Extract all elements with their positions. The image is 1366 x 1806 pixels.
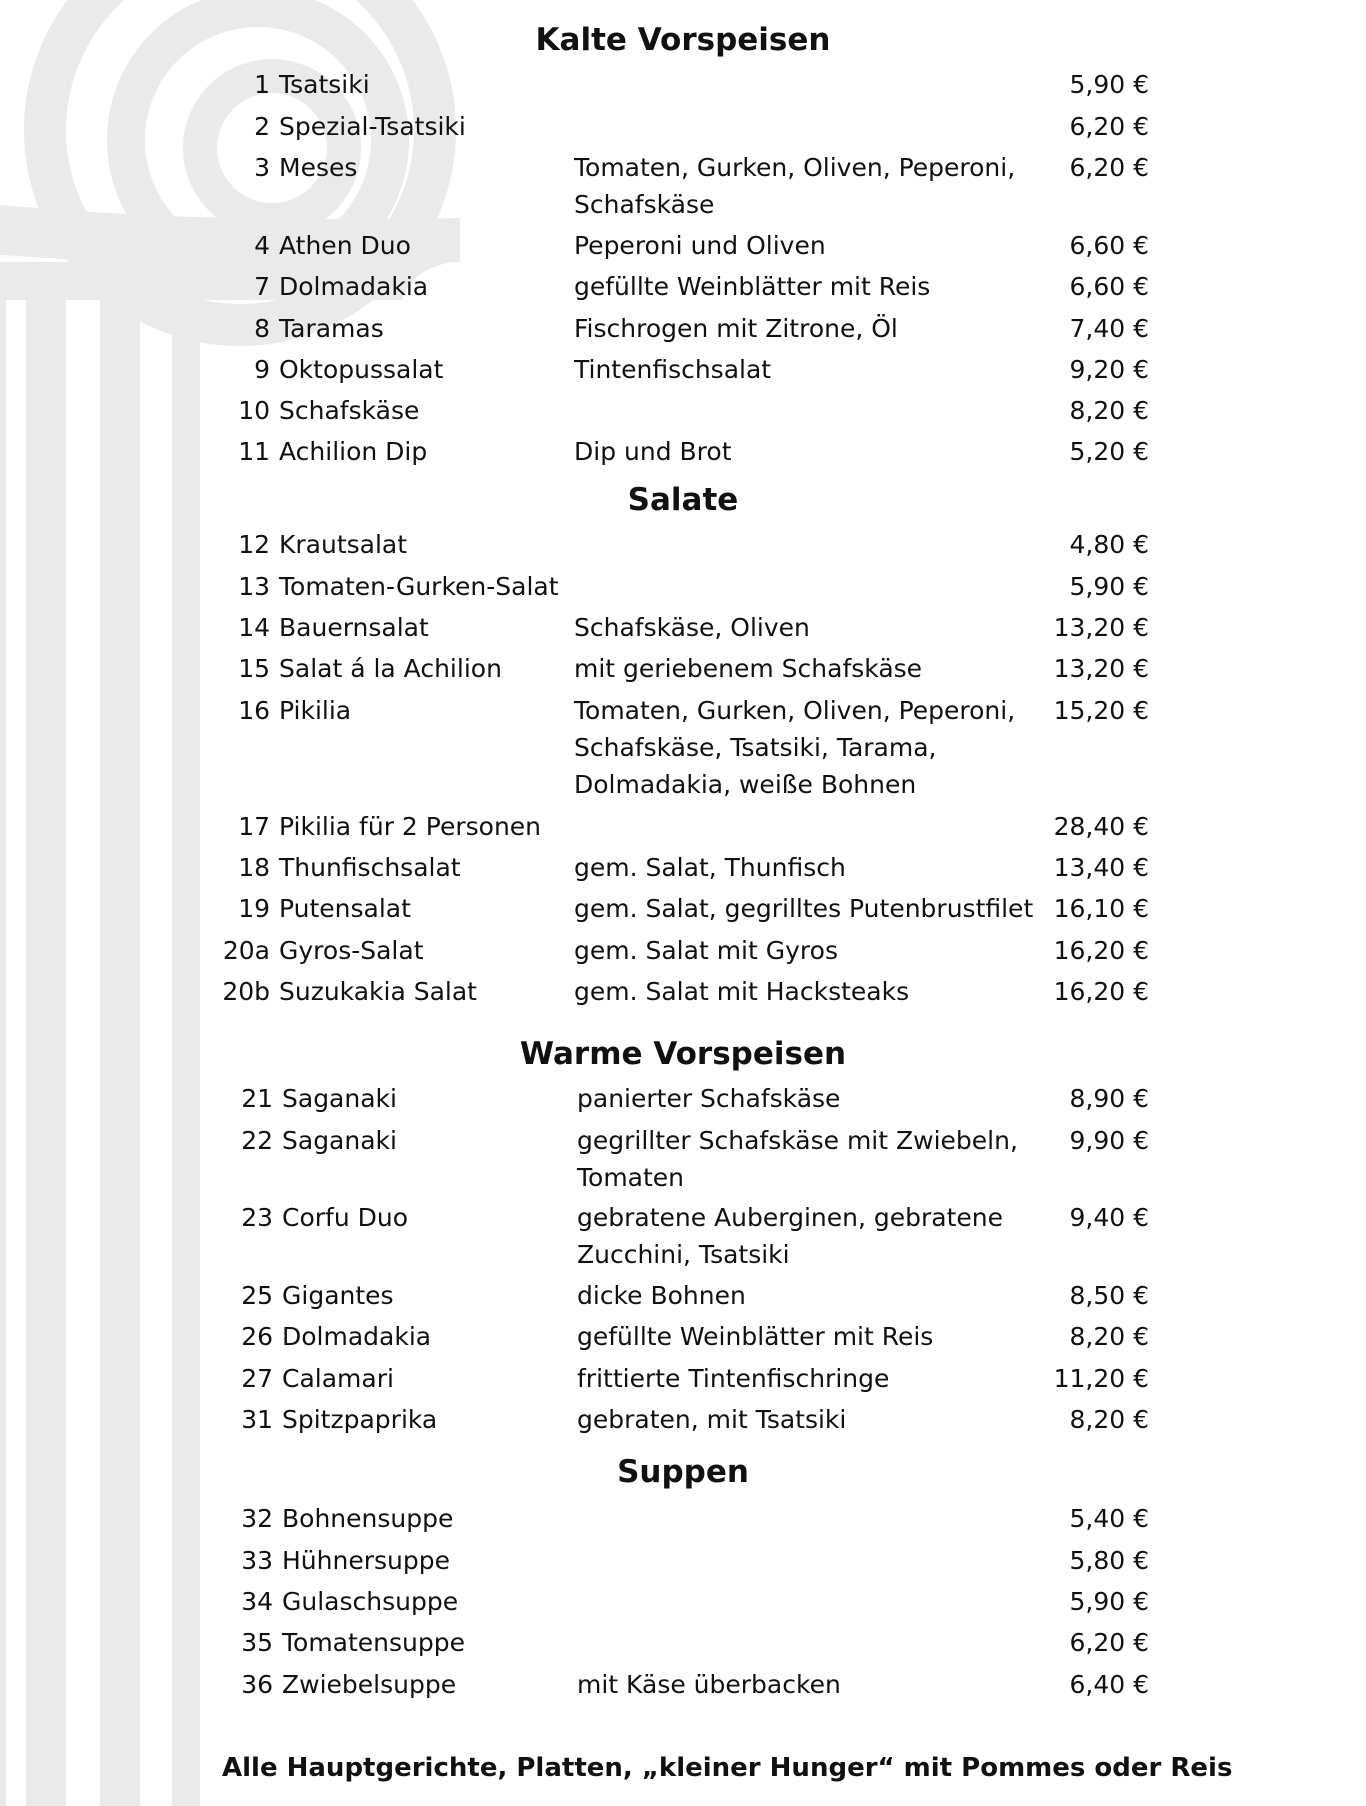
item-name: Gulaschsuppe — [282, 1587, 459, 1616]
item-number: 27 — [241, 1364, 273, 1393]
item-description: Peperoni und Oliven — [574, 231, 826, 260]
item-description: gebratene Auberginen, gebratene Zucchini, Tsatsiki — [577, 1203, 1004, 1269]
item-description: dicke Bohnen — [577, 1281, 746, 1310]
item-name: Schafskäse — [279, 396, 420, 425]
item-price: 28,40 € — [1053, 812, 1149, 841]
item-price: 7,40 € — [1069, 314, 1149, 343]
item-price: 11,20 € — [1053, 1364, 1149, 1393]
item-number: 7 — [254, 272, 270, 301]
footer-note: Alle Hauptgerichte, Platten, „kleiner Hunger“ mit Pommes oder Reis — [222, 1753, 1233, 1783]
item-price: 5,90 € — [1069, 572, 1149, 601]
item-number: 33 — [241, 1546, 273, 1575]
item-name: Tomatensuppe — [282, 1628, 466, 1657]
item-name: Achilion Dip — [279, 437, 428, 466]
item-number: 20a — [222, 936, 270, 965]
item-number: 17 — [238, 812, 270, 841]
item-name: Oktopussalat — [279, 355, 444, 384]
item-number: 16 — [238, 696, 270, 725]
item-description: mit geriebenem Schafskäse — [574, 654, 923, 683]
item-price: 9,20 € — [1069, 355, 1149, 384]
item-number: 3 — [254, 153, 270, 182]
item-name: Gyros-Salat — [279, 936, 424, 965]
item-number: 26 — [241, 1322, 273, 1351]
item-price: 5,90 € — [1069, 70, 1149, 99]
item-price: 8,20 € — [1069, 1405, 1149, 1434]
item-description: gefüllte Weinblätter mit Reis — [574, 272, 931, 301]
item-description: Fischrogen mit Zitrone, Öl — [574, 314, 898, 343]
item-price: 8,20 € — [1069, 1322, 1149, 1351]
item-name: Bauernsalat — [279, 613, 429, 642]
item-price: 8,90 € — [1069, 1084, 1149, 1113]
item-price: 5,20 € — [1069, 437, 1149, 466]
item-price: 16,20 € — [1053, 977, 1149, 1006]
item-name: Thunfischsalat — [279, 853, 461, 882]
item-price: 15,20 € — [1053, 696, 1149, 725]
item-name: Pikilia — [279, 696, 352, 725]
item-number: 25 — [241, 1281, 273, 1310]
item-name: Gigantes — [282, 1281, 394, 1310]
item-price: 6,60 € — [1069, 272, 1149, 301]
item-name: Dolmadakia — [279, 272, 429, 301]
item-description: gegrillter Schafskäse mit Zwiebeln, Tomaten — [577, 1126, 1018, 1192]
item-description: gebraten, mit Tsatsiki — [577, 1405, 847, 1434]
item-number: 35 — [241, 1628, 273, 1657]
item-number: 13 — [238, 572, 270, 601]
section-title: Suppen — [617, 1454, 749, 1490]
item-name: Krautsalat — [279, 530, 408, 559]
section-title: Kalte Vorspeisen — [535, 22, 831, 58]
item-price: 6,20 € — [1069, 1628, 1149, 1657]
item-price: 9,40 € — [1069, 1203, 1149, 1232]
item-number: 20b — [222, 977, 270, 1006]
item-price: 8,20 € — [1069, 396, 1149, 425]
item-number: 15 — [238, 654, 270, 683]
item-name: Salat á la Achilion — [279, 654, 502, 683]
item-description: mit Käse überbacken — [577, 1670, 841, 1699]
item-description: gem. Salat mit Gyros — [574, 936, 838, 965]
item-name: Suzukakia Salat — [279, 977, 477, 1006]
item-description: gefüllte Weinblätter mit Reis — [577, 1322, 934, 1351]
item-number: 2 — [254, 112, 270, 141]
item-number: 8 — [254, 314, 270, 343]
item-number: 4 — [254, 231, 270, 260]
item-number: 34 — [241, 1587, 273, 1616]
item-description: gem. Salat mit Hacksteaks — [574, 977, 910, 1006]
item-number: 1 — [254, 70, 270, 99]
item-number: 12 — [238, 530, 270, 559]
item-number: 19 — [238, 894, 270, 923]
item-name: Tomaten-Gurken-Salat — [279, 572, 559, 601]
item-price: 8,50 € — [1069, 1281, 1149, 1310]
item-name: Taramas — [279, 314, 384, 343]
item-name: Dolmadakia — [282, 1322, 432, 1351]
item-price: 5,80 € — [1069, 1546, 1149, 1575]
item-name: Saganaki — [282, 1126, 397, 1155]
item-number: 11 — [238, 437, 270, 466]
item-number: 32 — [241, 1504, 273, 1533]
item-description: Dip und Brot — [574, 437, 732, 466]
item-name: Corfu Duo — [282, 1203, 409, 1232]
item-price: 16,10 € — [1053, 894, 1149, 923]
section-title: Warme Vorspeisen — [519, 1036, 847, 1072]
item-price: 6,60 € — [1069, 231, 1149, 260]
item-name: Saganaki — [282, 1084, 397, 1113]
item-name: Pikilia für 2 Personen — [279, 812, 542, 841]
item-name: Spezial-Tsatsiki — [279, 112, 466, 141]
item-name: Athen Duo — [279, 231, 411, 260]
item-price: 9,90 € — [1069, 1126, 1149, 1155]
item-price: 13,40 € — [1053, 853, 1149, 882]
item-name: Tsatsiki — [279, 70, 370, 99]
item-price: 13,20 € — [1053, 613, 1149, 642]
item-number: 9 — [254, 355, 270, 384]
item-description: frittierte Tintenfischringe — [577, 1364, 890, 1393]
item-price: 16,20 € — [1053, 936, 1149, 965]
item-price: 13,20 € — [1053, 654, 1149, 683]
item-number: 22 — [241, 1126, 273, 1155]
item-price: 5,90 € — [1069, 1587, 1149, 1616]
item-price: 6,20 € — [1069, 112, 1149, 141]
item-number: 21 — [241, 1084, 273, 1113]
section-title: Salate — [627, 482, 739, 518]
item-name: Spitzpaprika — [282, 1405, 438, 1434]
item-price: 5,40 € — [1069, 1504, 1149, 1533]
item-description: panierter Schafskäse — [577, 1084, 841, 1113]
item-name: Zwiebelsuppe — [282, 1670, 457, 1699]
item-price: 6,40 € — [1069, 1670, 1149, 1699]
item-name: Putensalat — [279, 894, 411, 923]
item-number: 23 — [241, 1203, 273, 1232]
item-number: 14 — [238, 613, 270, 642]
item-description: gem. Salat, Thunfisch — [574, 853, 846, 882]
item-number: 31 — [241, 1405, 273, 1434]
item-number: 36 — [241, 1670, 273, 1699]
item-number: 10 — [238, 396, 270, 425]
item-description: Tomaten, Gurken, Oliven, Peperoni, Schafskäse — [574, 153, 1016, 219]
item-description: Tintenfischsalat — [574, 355, 772, 384]
item-name: Bohnensuppe — [282, 1504, 454, 1533]
item-price: 6,20 € — [1069, 153, 1149, 182]
item-name: Calamari — [282, 1364, 394, 1393]
item-name: Meses — [279, 153, 358, 182]
item-number: 18 — [238, 853, 270, 882]
item-description: Tomaten, Gurken, Oliven, Peperoni, Schafskäse, Tsatsiki, Tarama, Dolmadakia, weiße Bohnen — [574, 696, 1016, 799]
item-description: gem. Salat, gegrilltes Putenbrustfilet — [574, 894, 1034, 923]
item-name: Hühnersuppe — [282, 1546, 450, 1575]
item-description: Schafskäse, Oliven — [574, 613, 810, 642]
item-price: 4,80 € — [1069, 530, 1149, 559]
